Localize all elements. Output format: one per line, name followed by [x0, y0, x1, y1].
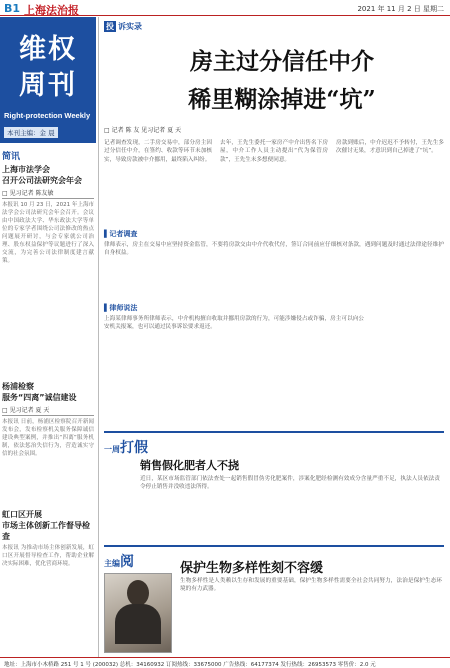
- editor-read-tag: [104, 551, 134, 571]
- article-tag-label: 诉实录: [118, 22, 142, 31]
- author-photo: [104, 573, 172, 653]
- photo-head: [127, 580, 149, 606]
- brief-news-3: [2, 507, 94, 664]
- weekly-anti-fake-tag: [104, 437, 148, 457]
- section-investigation: ▌记者调查: [104, 230, 138, 238]
- photo-body: [115, 604, 161, 644]
- brief-text: 本报讯 10 月 23 日，2021 年上海市法学会公司法研究会年会召开。会议由中国政法大学、华东政法大学等单位的专家学者围绕公司法修改的热点问题展开研讨，与会专家就公司治理、股东权益保护等议题进行了深入交流，为完善公司法律制度建言献策。: [2, 202, 94, 264]
- tag-big: 阅: [120, 554, 134, 570]
- brief-subheading: 杨浦检察 服务“四离”诚信建设: [2, 382, 77, 402]
- brief-byline: □ 见习记者 陈友敏: [2, 188, 94, 199]
- section-lawyer: ▌律师说法: [104, 304, 138, 312]
- tag-small: 一周: [104, 445, 120, 454]
- column-divider: [98, 17, 99, 657]
- column-title-line1: 维权: [19, 34, 77, 65]
- editor-headline: 保护生物多样性刻不容缓: [180, 561, 324, 576]
- brief-subheading: 上海市法学会 召开公司法研究会年会: [2, 165, 82, 185]
- editor-text: 生物多样性是人类赖以生存和发展的重要基础，保护生物多样性需要全社会共同努力，法治是保护生态环境的有力武器。: [180, 578, 442, 593]
- article-paragraph: 记者调查发现，二手房交易中，部分房主因过分信任中介，在签约、收款等环节未加核实，导致房款被中介挪用，最终陷入纠纷。: [104, 140, 212, 163]
- column-title-box: [0, 17, 96, 143]
- brief-news-2: [2, 379, 94, 510]
- section-divider: [104, 545, 444, 547]
- tag-small: 主编: [104, 559, 120, 568]
- brief-byline: □ 见习记者 夏 天: [2, 405, 94, 416]
- anti-fake-headline: 销售假化肥者人不挠: [140, 459, 239, 472]
- column-editor: 本刊主编：金 晨: [4, 127, 58, 138]
- page-footer: 地址：上海市小木桥路 251 号 1 号 (200032) 总机：34160932 订阅热线：33675000 广告热线：64177374 发行热线：26953573 零售价：2.0 元: [0, 657, 450, 668]
- tag-big: 打假: [120, 440, 148, 456]
- brief-subheading: 虹口区开展 市场主体创新工作督导检查: [2, 510, 90, 541]
- anti-fake-text: 近日，某区市场监管部门依法查处一起销售假冒伪劣化肥案件，涉案化肥经检测有效成分含量严重不足，执法人员依法责令停止销售并没收违法所得。: [140, 476, 440, 491]
- headline-line1: 房主过分信任中介: [190, 48, 374, 75]
- article-paragraph: 房款到账后，中介迟迟不予转付，王先生多次催讨无果，才意识到自己掉进了“坑”。: [336, 140, 444, 155]
- issue-date: 2021 年 11 月 2 日 星期二: [357, 5, 444, 13]
- article-byline: □ 记者 陈 友 见习记者 夏 天: [104, 127, 182, 134]
- lawyer-text: 上海某律师事务所律师表示，中介机构擅自收取并挪用房款的行为，可能涉嫌侵占或诈骗，房主可以向公安机关报案，也可以通过民事诉讼要求返还。: [104, 316, 364, 331]
- article-paragraph: 去年，王先生委托一家房产中介出售名下房屋，中介工作人员主动提出“代为保管房款”，王先生未多想便同意。: [220, 140, 328, 163]
- section-divider: [104, 431, 444, 433]
- brief-news-1: [2, 149, 94, 351]
- column-title-line2: 周刊: [19, 70, 77, 101]
- article-tag-key: 投: [106, 22, 114, 31]
- investigation-text: 律师表示，房主在交易中应坚持资金监管，不要将房款交由中介代收代付，签订合同前应仔细核对条款，遇到问题及时通过法律途径维护自身权益。: [104, 242, 444, 257]
- brief-text: 本报讯 日前，杨浦区检察院召开新闻发布会，发布检察机关服务保障诚信建设典型案例，并推出“四离”服务机制，依法惩治失信行为，营造诚实守信的社会氛围。: [2, 419, 94, 457]
- brief-text: 本报讯 为推动市场主体创新发展，虹口区开展督导检查工作，帮助企业解决实际困难，优化营商环境。: [2, 545, 94, 567]
- page-header: [0, 0, 450, 16]
- masthead: 上海法治报: [24, 4, 79, 17]
- brief-heading: 简讯: [2, 152, 21, 162]
- article-tag: [104, 21, 142, 32]
- left-column: [0, 17, 96, 655]
- headline-line2: 稀里糊涂掉进“坑”: [188, 86, 376, 113]
- column-title-en: Right-protection Weekly: [4, 111, 91, 120]
- page-number: B1: [4, 2, 21, 15]
